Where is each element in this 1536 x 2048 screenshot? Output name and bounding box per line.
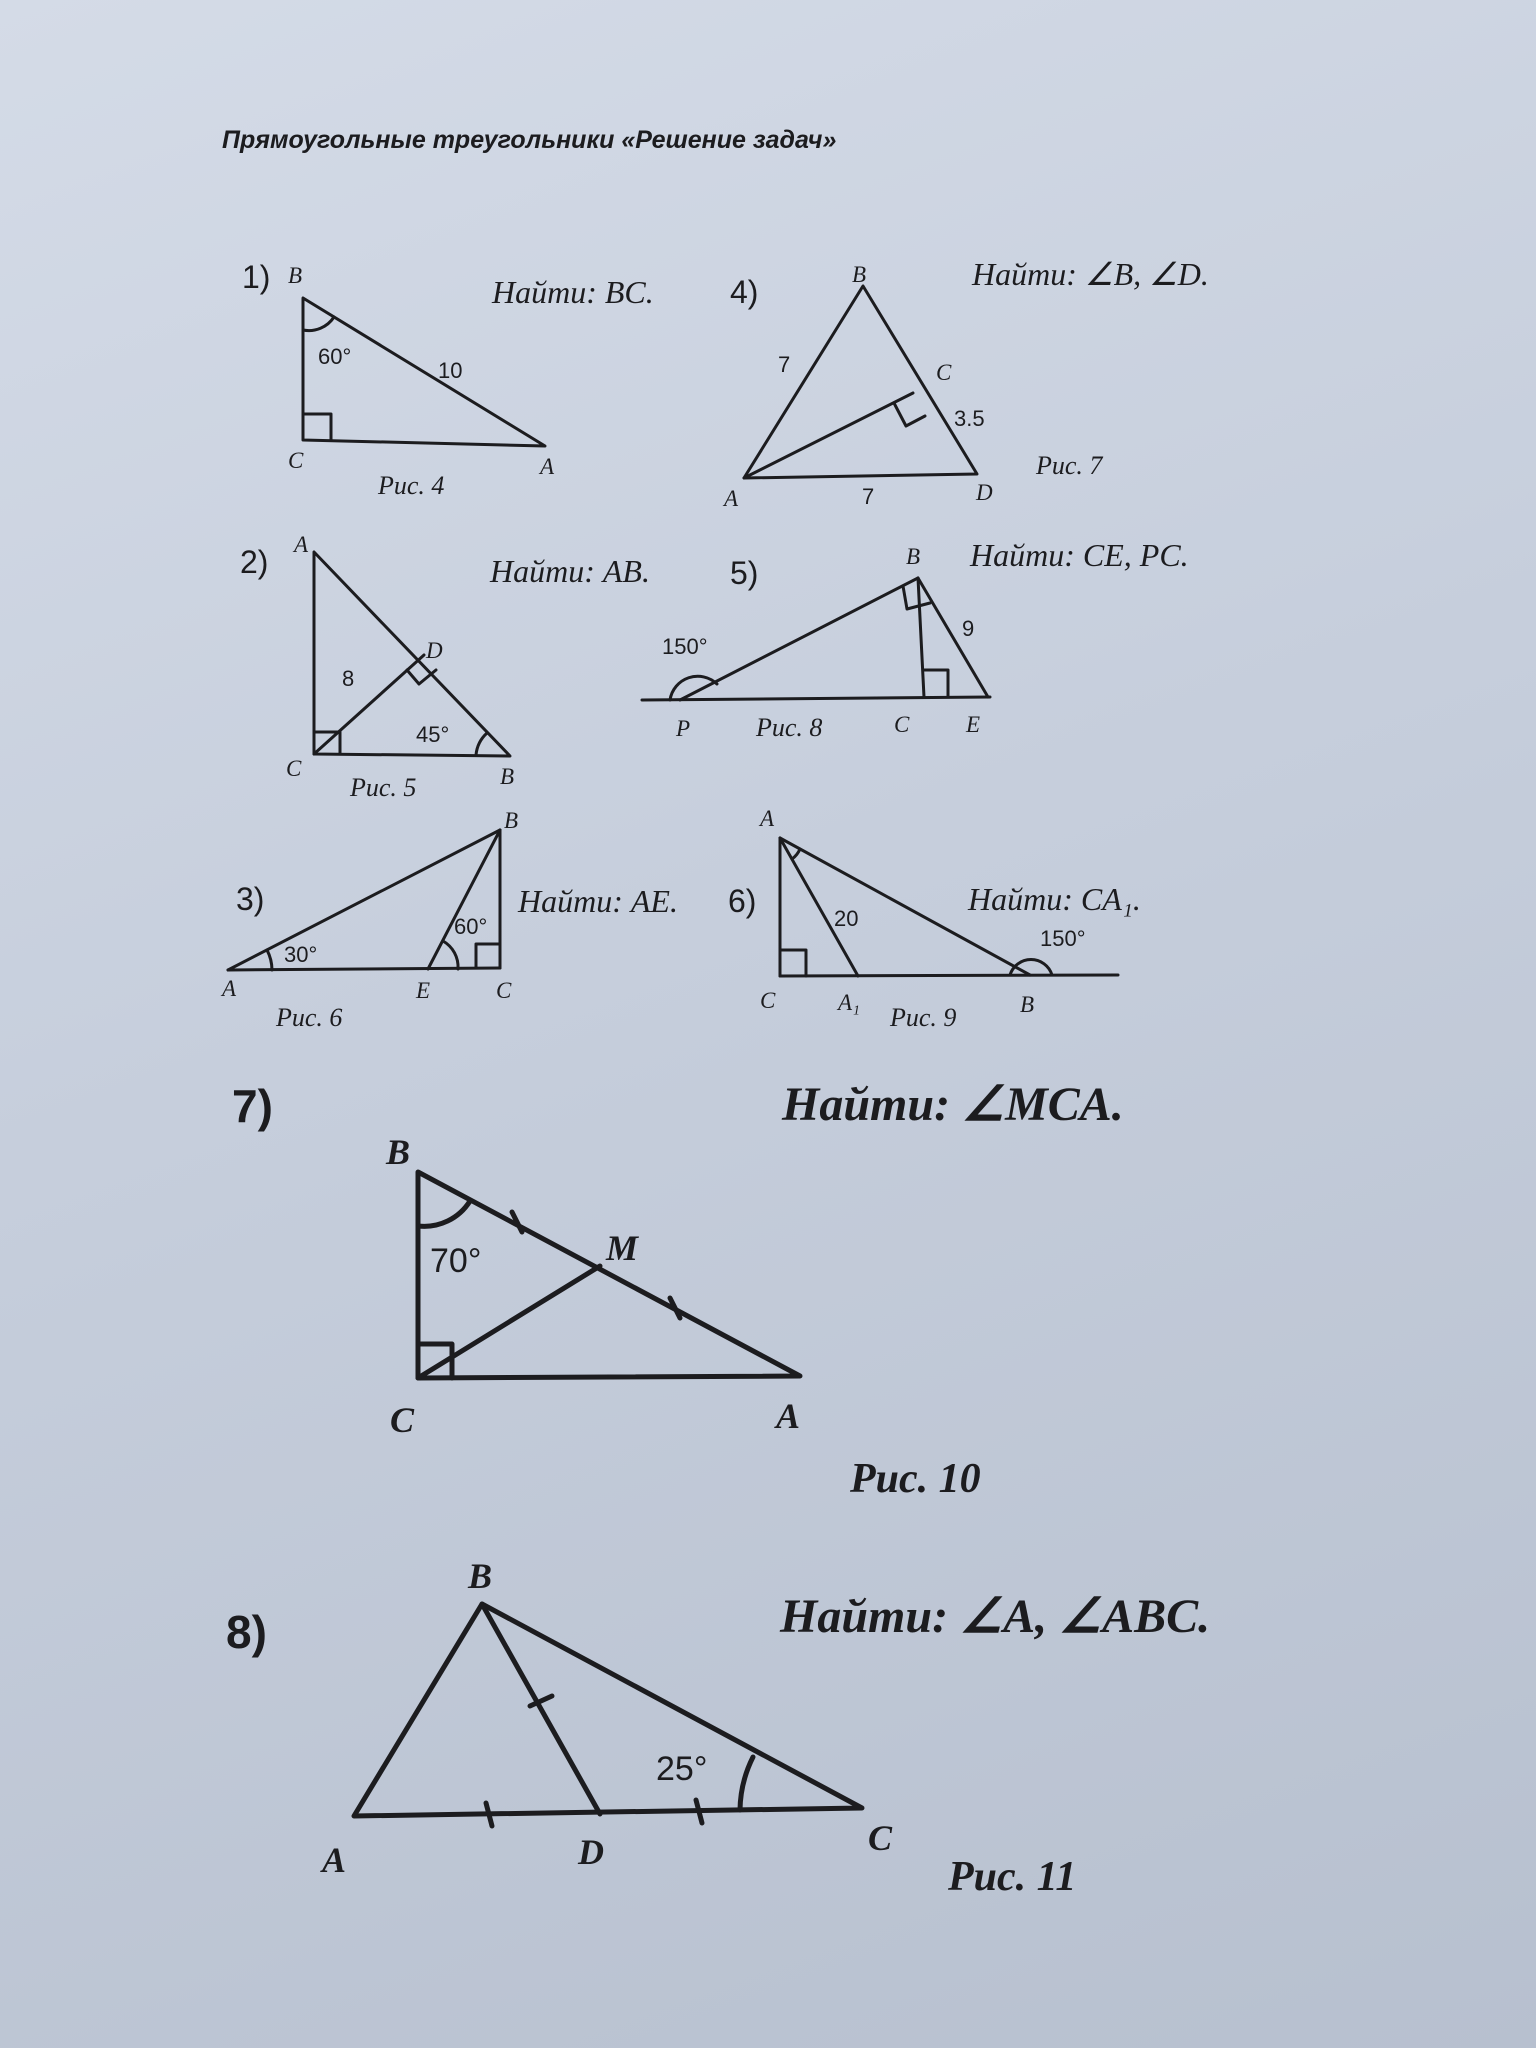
angle-arc: [418, 1201, 470, 1226]
vertex-label-a1: A₁: [838, 990, 861, 1015]
angle-e-value: 60°: [454, 914, 488, 939]
vertex-label-c: C: [288, 448, 304, 473]
vertex-label-c: C: [496, 978, 512, 1003]
figure-8: [642, 544, 990, 742]
vertex-label-d: D: [578, 1832, 604, 1872]
vertex-label-p: P: [676, 716, 691, 741]
problem-number: 5): [730, 555, 759, 591]
figure-caption: Рис. 10: [850, 1456, 981, 1502]
altitude-bc: [918, 578, 924, 697]
vertex-label-c: C: [286, 756, 302, 781]
vertex-label-b: B: [386, 1132, 411, 1172]
vertex-label-e: E: [966, 712, 981, 737]
baseline: [780, 975, 1118, 976]
angle-arc: [476, 733, 487, 755]
problem-8: [226, 1556, 1210, 1900]
problem-number: 1): [242, 259, 271, 295]
problem-6: [728, 806, 1141, 1032]
right-angle-mark-d: [407, 670, 436, 684]
tick-dc: [696, 1800, 702, 1823]
angle-value: 60°: [318, 344, 352, 369]
figure-10: [385, 1132, 981, 1502]
side-ab-value: 7: [778, 352, 791, 377]
problem-task: Найти: ∠MCA.: [782, 1078, 1124, 1131]
problem-task: Найти: AB.: [490, 553, 650, 589]
side-cd-value: 3.5: [954, 406, 985, 431]
angle-value: 45°: [416, 722, 450, 747]
figure-7: [722, 262, 1103, 511]
problem-4: [722, 256, 1209, 511]
triangle-abc: [303, 298, 545, 446]
problem-number: 4): [730, 274, 759, 310]
worksheet-title: Прямоугольные треугольники «Решение задач»: [222, 126, 837, 154]
problem-task: Найти: AE.: [518, 883, 678, 919]
side-value: 9: [962, 616, 975, 641]
figure-caption: Рис. 4: [378, 471, 445, 500]
right-angle-mark-c: [923, 670, 948, 697]
problem-task: Найти: ∠B, ∠D.: [972, 256, 1209, 292]
problem-number: 3): [236, 881, 265, 917]
problem-5: [642, 537, 1189, 742]
vertex-label-b: B: [504, 808, 519, 833]
vertex-label-e: E: [416, 978, 431, 1003]
vertex-label-b: B: [906, 544, 921, 569]
problem-7: [232, 1078, 1124, 1502]
vertex-label-b: B: [852, 262, 867, 287]
vertex-label-c: C: [868, 1818, 893, 1858]
vertex-label-a: A: [222, 976, 237, 1001]
problem-number: 7): [232, 1080, 273, 1132]
angle-a-value: 30°: [284, 942, 318, 967]
angle-arc: [670, 676, 717, 700]
median-cm: [418, 1266, 600, 1378]
vertex-label-m: M: [606, 1228, 639, 1268]
vertex-label-a: A: [724, 486, 739, 511]
right-angle-mark: [476, 944, 500, 968]
side-value: 8: [342, 666, 355, 691]
vertex-label-b: B: [1020, 992, 1035, 1017]
figure-9: [758, 806, 1118, 1032]
figure-caption: Рис. 8: [756, 713, 823, 742]
right-angle-mark: [894, 403, 925, 426]
vertex-label-a: A: [322, 1840, 347, 1880]
angle-value: 150°: [1040, 926, 1086, 951]
problem-number: 8): [226, 1606, 267, 1658]
segment-be: [428, 830, 500, 969]
side-value: 10: [438, 358, 463, 383]
angle-arc-a: [792, 849, 800, 859]
vertex-label-b: B: [288, 263, 303, 288]
vertex-label-c: C: [936, 360, 952, 385]
problem-task: Найти: CA₁.: [968, 881, 1141, 917]
figure-6: [220, 808, 518, 1032]
vertex-label-c: C: [894, 712, 910, 737]
side-be: [918, 578, 988, 697]
vertex-label-a: A: [760, 806, 775, 831]
right-angle-mark: [303, 414, 331, 440]
problem-1: [242, 259, 654, 500]
angle-value: 25°: [656, 1750, 708, 1788]
problem-task: Найти: CE, PC.: [970, 537, 1189, 573]
figure-5: [286, 532, 514, 802]
angle-arc-a: [267, 950, 272, 970]
problem-2: [240, 532, 650, 802]
vertex-label-a: A: [294, 532, 309, 557]
vertex-label-d: D: [976, 480, 993, 505]
vertex-label-a: A: [776, 1396, 801, 1436]
figure-caption: Рис. 7: [1036, 451, 1103, 480]
problem-task: Найти: BC.: [492, 274, 654, 310]
vertex-label-a: A: [540, 454, 555, 479]
vertex-label-b: B: [500, 764, 515, 789]
angle-value: 70°: [430, 1242, 482, 1280]
baseline: [642, 697, 990, 700]
problem-number: 2): [240, 544, 269, 580]
figure-caption: Рис. 6: [276, 1003, 343, 1032]
side-ab: [228, 830, 500, 970]
vertex-label-d: D: [426, 638, 443, 663]
vertex-label-c: C: [760, 988, 776, 1013]
vertex-label-c: C: [390, 1400, 415, 1440]
figure-caption: Рис. 11: [948, 1854, 1077, 1900]
side-value: 20: [834, 906, 859, 931]
problem-number: 6): [728, 883, 757, 919]
figure-caption: Рис. 5: [350, 773, 417, 802]
problem-task: Найти: ∠A, ∠ABC.: [780, 1590, 1211, 1643]
angle-arc: [303, 317, 334, 331]
tick-ad: [486, 1803, 492, 1826]
figure-caption: Рис. 9: [890, 1003, 957, 1032]
problem-3: [220, 808, 678, 1032]
angle-arc-e: [443, 941, 458, 969]
angle-value: 150°: [662, 634, 708, 659]
vertex-label-b: B: [468, 1556, 493, 1596]
side-ad-value: 7: [862, 484, 875, 509]
right-angle-mark: [780, 950, 806, 976]
angle-arc: [740, 1757, 753, 1810]
triangle-abc: [314, 552, 510, 756]
